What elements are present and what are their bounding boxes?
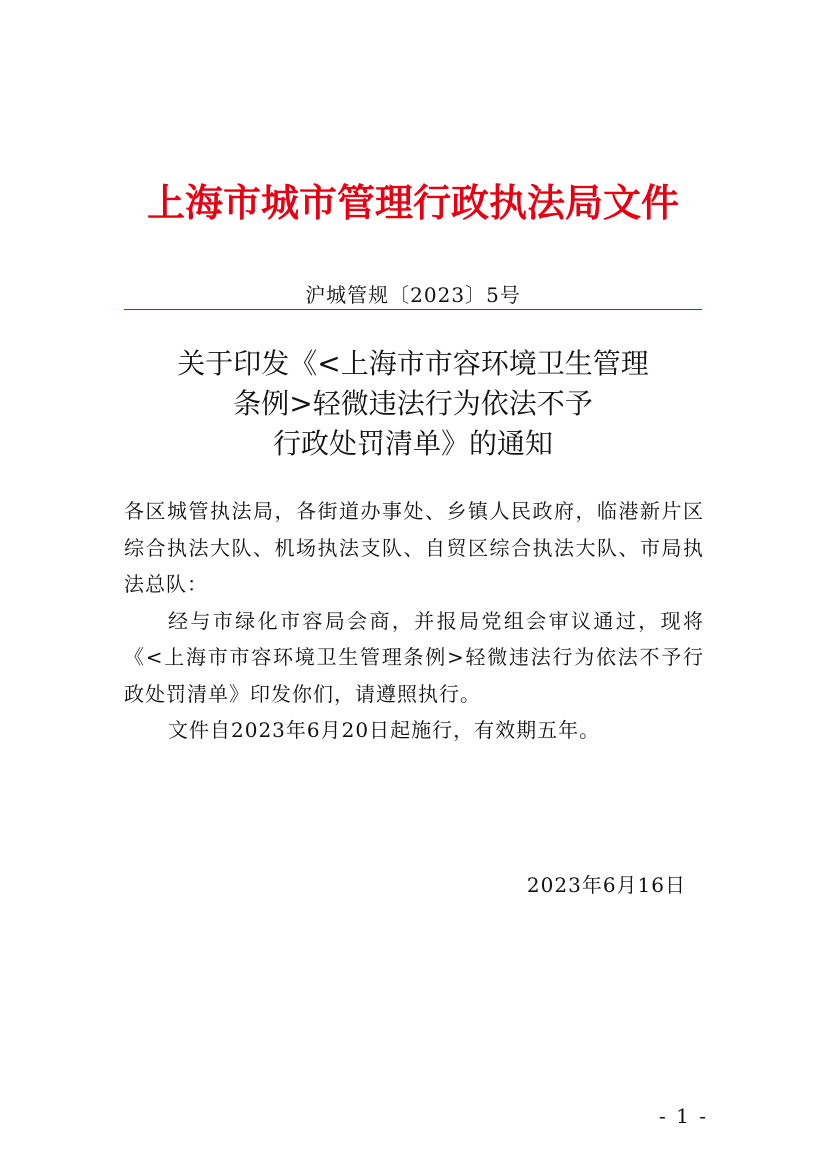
document-title: [0, 344, 826, 464]
addressee-paragraph: 各区城管执法局，各街道办事处、乡镇人民政府，临港新片区综合执法大队、机场执法支队、自贸区综合执法大队、市局执法总队：: [124, 499, 704, 596]
red-separator-line: [124, 309, 702, 310]
body-paragraph: 经与市绿化市容局会商，并报局党组会审议通过，现将《<上海市市容环境卫生管理条例>轻微违法行为依法不予行政处罚清单》印发你们，请遵照执行。: [124, 608, 704, 706]
title-line: 行政处罚清单》的通知: [272, 427, 553, 460]
title-line: 条例>轻微违法行为依法不予: [233, 387, 593, 420]
document-body: [124, 493, 704, 749]
document-number: 沪城管规〔2023〕5号: [305, 283, 521, 307]
title-line: 关于印发《<上海市市容环境卫生管理: [177, 347, 649, 380]
page-number: - 1 -: [659, 1104, 708, 1128]
signature-date: 2023年6月16日: [526, 873, 686, 897]
body-paragraph: 文件自2023年6月20日起施行，有效期五年。: [168, 718, 601, 742]
issuer-heading: 上海市城市管理行政执法局文件: [146, 180, 679, 225]
